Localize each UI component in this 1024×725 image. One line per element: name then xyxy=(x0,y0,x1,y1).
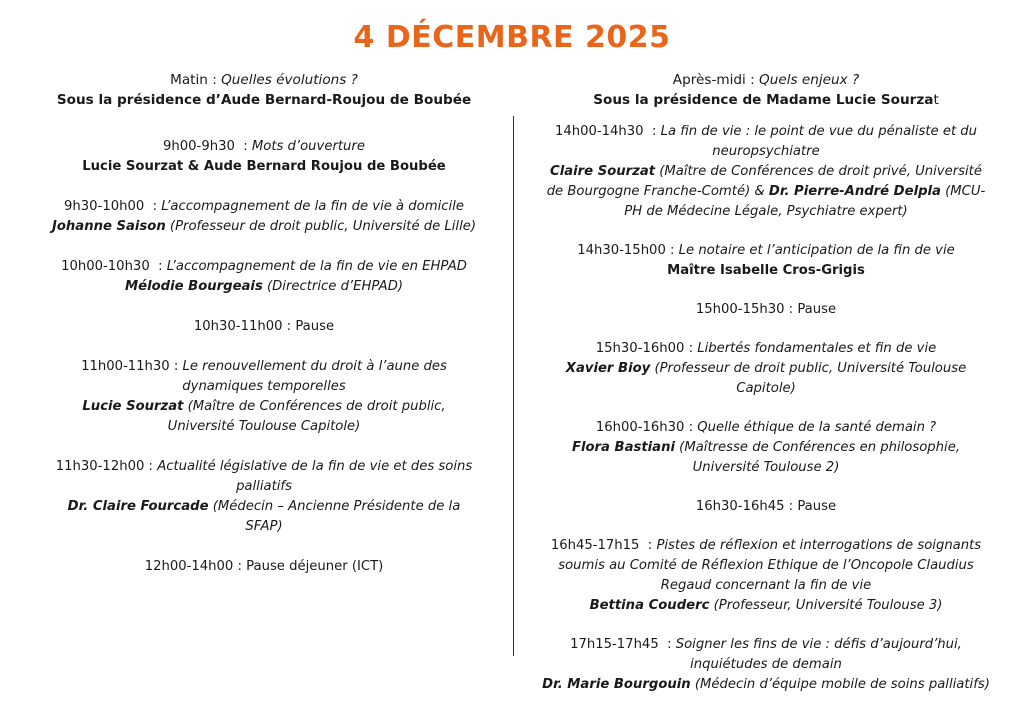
program-item xyxy=(526,339,1006,399)
speaker-name: Dr. Marie Bourgouin xyxy=(542,677,691,692)
time-slot: 14h30-15h00 : xyxy=(577,243,679,258)
time-slot: 16h00-16h30 : xyxy=(595,420,698,435)
session-presidency-tail: t xyxy=(933,92,939,108)
talk-title: La fin de vie : le point de vue du pénaliste et du xyxy=(660,124,978,139)
program-item xyxy=(20,357,508,437)
speaker-name: Dr. Pierre-André Delpla xyxy=(768,184,941,199)
program-item xyxy=(20,257,508,297)
talk-title: Libertés fondamentales et fin de vie xyxy=(697,341,937,356)
speaker-affiliation-cont: de Bourgogne Franche-Comté) & xyxy=(546,184,769,199)
talk-title: Actualité législative de la fin de vie et des soins xyxy=(157,459,473,474)
talk-title-cont: inquiétudes de demain xyxy=(690,657,842,672)
time-slot: 9h00-9h30 : xyxy=(163,139,252,154)
speaker-affiliation: (Maîtresse de Conférences en philosophie, xyxy=(674,440,961,455)
program-item xyxy=(20,137,508,177)
speaker-affiliation: (Directrice d’EHPAD) xyxy=(262,279,403,294)
program-item-break xyxy=(526,300,1006,320)
program-item xyxy=(526,536,1006,616)
program-item xyxy=(526,418,1006,478)
program-item-break xyxy=(20,557,508,577)
talk-title: L’accompagnement de la fin de vie à domicile xyxy=(161,199,464,214)
talk-title-cont: neuropsychiatre xyxy=(712,144,820,159)
page-title: 4 DÉCEMBRE 2025 xyxy=(353,20,671,55)
speaker-name: Lucie Sourzat xyxy=(82,399,184,414)
speaker-affiliation-cont: Université Toulouse Capitole) xyxy=(167,419,361,434)
break-slot: 12h00-14h00 : Pause déjeuner (ICT) xyxy=(144,559,384,574)
break-slot: 15h00-15h30 : Pause xyxy=(695,302,837,317)
afternoon-program-column xyxy=(526,70,1006,714)
time-slot: 9h30-10h00 : xyxy=(64,199,162,214)
speaker-affiliation: (Médecin – Ancienne Présidente de la xyxy=(208,499,461,514)
speaker-affiliation-cont: SFAP) xyxy=(245,519,283,534)
time-slot: 14h00-14h30 : xyxy=(554,124,661,139)
time-slot: 17h15-17h45 : xyxy=(570,637,676,652)
program-item xyxy=(526,122,1006,222)
afternoon-header xyxy=(526,70,1006,110)
morning-program-column xyxy=(20,70,508,597)
speaker-name: Claire Sourzat xyxy=(550,164,656,179)
session-presidency: Sous la présidence d’Aude Bernard-Roujou de Boubée xyxy=(56,92,472,108)
talk-title: Le renouvellement du droit à l’aune des xyxy=(182,359,447,374)
talk-title: Soigner les fins de vie : défis d’aujourd’hui, xyxy=(675,637,962,652)
speaker-name: Xavier Bioy xyxy=(565,361,651,376)
talk-title-cont: Regaud concernant la fin de vie xyxy=(660,578,872,593)
speaker-affiliation-cont: PH de Médecine Légale, Psychiatre expert) xyxy=(624,204,908,219)
time-slot: 16h45-17h15 : xyxy=(550,538,657,553)
break-slot: 10h30-11h00 : Pause xyxy=(193,319,335,334)
speaker-name: Maître Isabelle Cros-Grigis xyxy=(667,263,865,278)
session-presidency: Sous la présidence de Madame Lucie Sourza xyxy=(593,92,934,108)
program-item-break xyxy=(20,317,508,337)
talk-title-cont: dynamiques temporelles xyxy=(182,379,346,394)
morning-header xyxy=(20,70,508,110)
speaker-name: Mélodie Bourgeais xyxy=(125,279,263,294)
program-item xyxy=(526,635,1006,695)
time-slot: 15h30-16h00 : xyxy=(595,341,698,356)
speaker-name: Bettina Couderc xyxy=(589,598,710,613)
talk-title-cont: soumis au Comité de Réflexion Ethique de l’Oncopole Claudius xyxy=(558,558,974,573)
time-slot: 11h30-12h00 : xyxy=(55,459,158,474)
talk-title-cont: palliatifs xyxy=(236,479,292,494)
speaker-affiliation: (Professeur de droit public, Université de Lille) xyxy=(165,219,477,234)
column-divider xyxy=(513,116,514,656)
speaker-affiliation-cont: Capitole) xyxy=(736,381,796,396)
break-slot: 16h30-16h45 : Pause xyxy=(695,499,837,514)
program-item-break xyxy=(526,497,1006,517)
speaker-affiliation: (Maître de Conférences de droit privé, Université xyxy=(655,164,982,179)
speaker-affiliation: (Professeur, Université Toulouse 3) xyxy=(709,598,943,613)
speaker-affiliation: (Professeur de droit public, Université Toulouse xyxy=(650,361,967,376)
time-slot: 10h00-10h30 : xyxy=(61,259,167,274)
session-label: Matin : xyxy=(170,72,222,88)
session-theme: Quelles évolutions ? xyxy=(221,72,358,88)
speaker-name: Lucie Sourzat & Aude Bernard Roujou de Boubée xyxy=(82,159,446,174)
talk-title: Quelle éthique de la santé demain ? xyxy=(697,420,937,435)
speaker-affiliation: (MCU- xyxy=(940,184,986,199)
time-slot: 11h00-11h30 : xyxy=(81,359,183,374)
talk-title: Mots d’ouverture xyxy=(251,139,365,154)
speaker-name: Johanne Saison xyxy=(51,219,166,234)
program-item xyxy=(20,457,508,537)
program-item xyxy=(20,197,508,237)
speaker-affiliation: (Maître de Conférences de droit public, xyxy=(183,399,446,414)
session-theme: Quels enjeux ? xyxy=(759,72,860,88)
program-item xyxy=(526,241,1006,281)
speaker-affiliation-cont: Université Toulouse 2) xyxy=(692,460,840,475)
talk-title: Pistes de réflexion et interrogations de soignants xyxy=(656,538,982,553)
talk-title: L’accompagnement de la fin de vie en EHPAD xyxy=(166,259,467,274)
talk-title: Le notaire et l’anticipation de la fin de vie xyxy=(678,243,955,258)
speaker-name: Dr. Claire Fourcade xyxy=(67,499,209,514)
speaker-name: Flora Bastiani xyxy=(571,440,675,455)
speaker-affiliation: (Médecin d’équipe mobile de soins palliatifs) xyxy=(690,677,990,692)
session-label: Après-midi : xyxy=(672,72,760,88)
